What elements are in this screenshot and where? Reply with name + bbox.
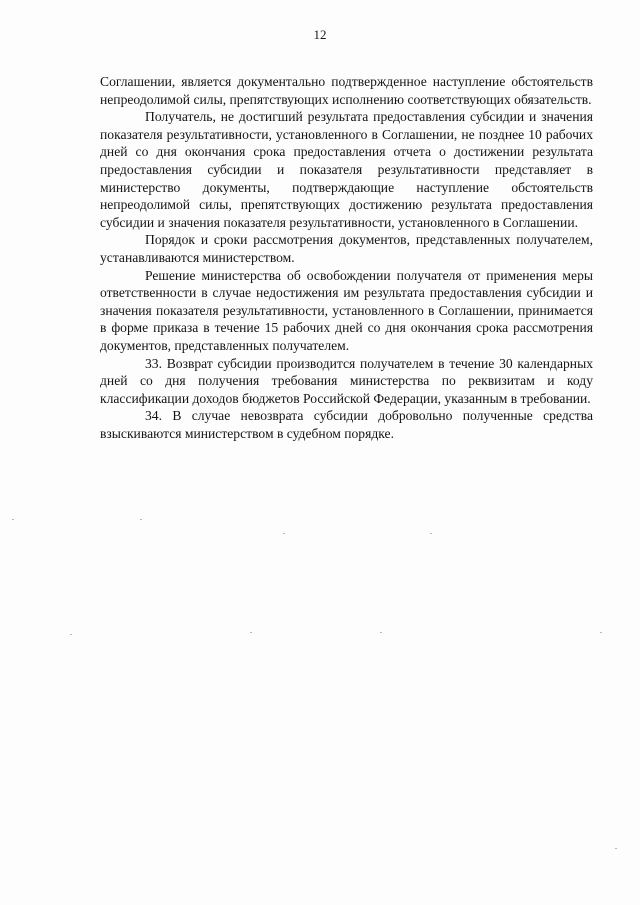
scan-speck — [380, 632, 382, 633]
scan-speck — [12, 519, 14, 520]
scan-speck — [250, 632, 252, 633]
paragraph-review-procedure: Порядок и сроки рассмотрения документов, представленных получателем, устанавливаются министерством. — [100, 232, 593, 265]
paragraph-continuation: Соглашении, является документально подтвержденное наступление обстоятельств непреодолимой силы, препятствующих исполнению соответствующих обязательств. — [100, 74, 593, 107]
scan-speck — [600, 632, 602, 633]
scan-speck — [615, 848, 617, 849]
paragraph-ministry-decision: Решение министерства об освобождении получателя от применения меры ответственности в случае недостижения им результата предоставления субсидии и значения показателя результативности, установленного в Соглашении, принимается в форме приказа в течение 15 рабочих дней со дня окончания срока рассмотрения документов, представленных получателем. — [100, 267, 593, 353]
paragraph-item-33: 33. Возврат субсидии производится получателем в течение 30 календарных дней со дня получения требования министерства по реквизитам и коду классификации доходов бюджетов Российской Федерации, указанным в требовании. — [100, 355, 593, 406]
paragraph-item-34: 34. В случае невозврата субсидии добровольно полученные средства взыскиваются министерством в судебном порядке. — [100, 408, 593, 441]
scan-speck — [70, 634, 72, 635]
scan-speck — [283, 533, 285, 534]
scan-speck — [140, 519, 142, 520]
page-number: 12 — [313, 27, 327, 42]
paragraph-recipient-report: Получатель, не достигший результата предоставления субсидии и значения показателя результативности, установленного в Соглашении, не позднее 10 рабочих дней со дня окончания срока предоставления отчета о достижении результата предоставления субсидии и показателя результативности представляет в министерство документы, подтверждающие наступление обстоятельств непреодолимой силы, препятствующих достижению результата предоставления субсидии и значения показателя результативности, установленного в Соглашении. — [100, 109, 593, 230]
scan-speck — [430, 533, 432, 534]
document-body — [100, 73, 593, 442]
